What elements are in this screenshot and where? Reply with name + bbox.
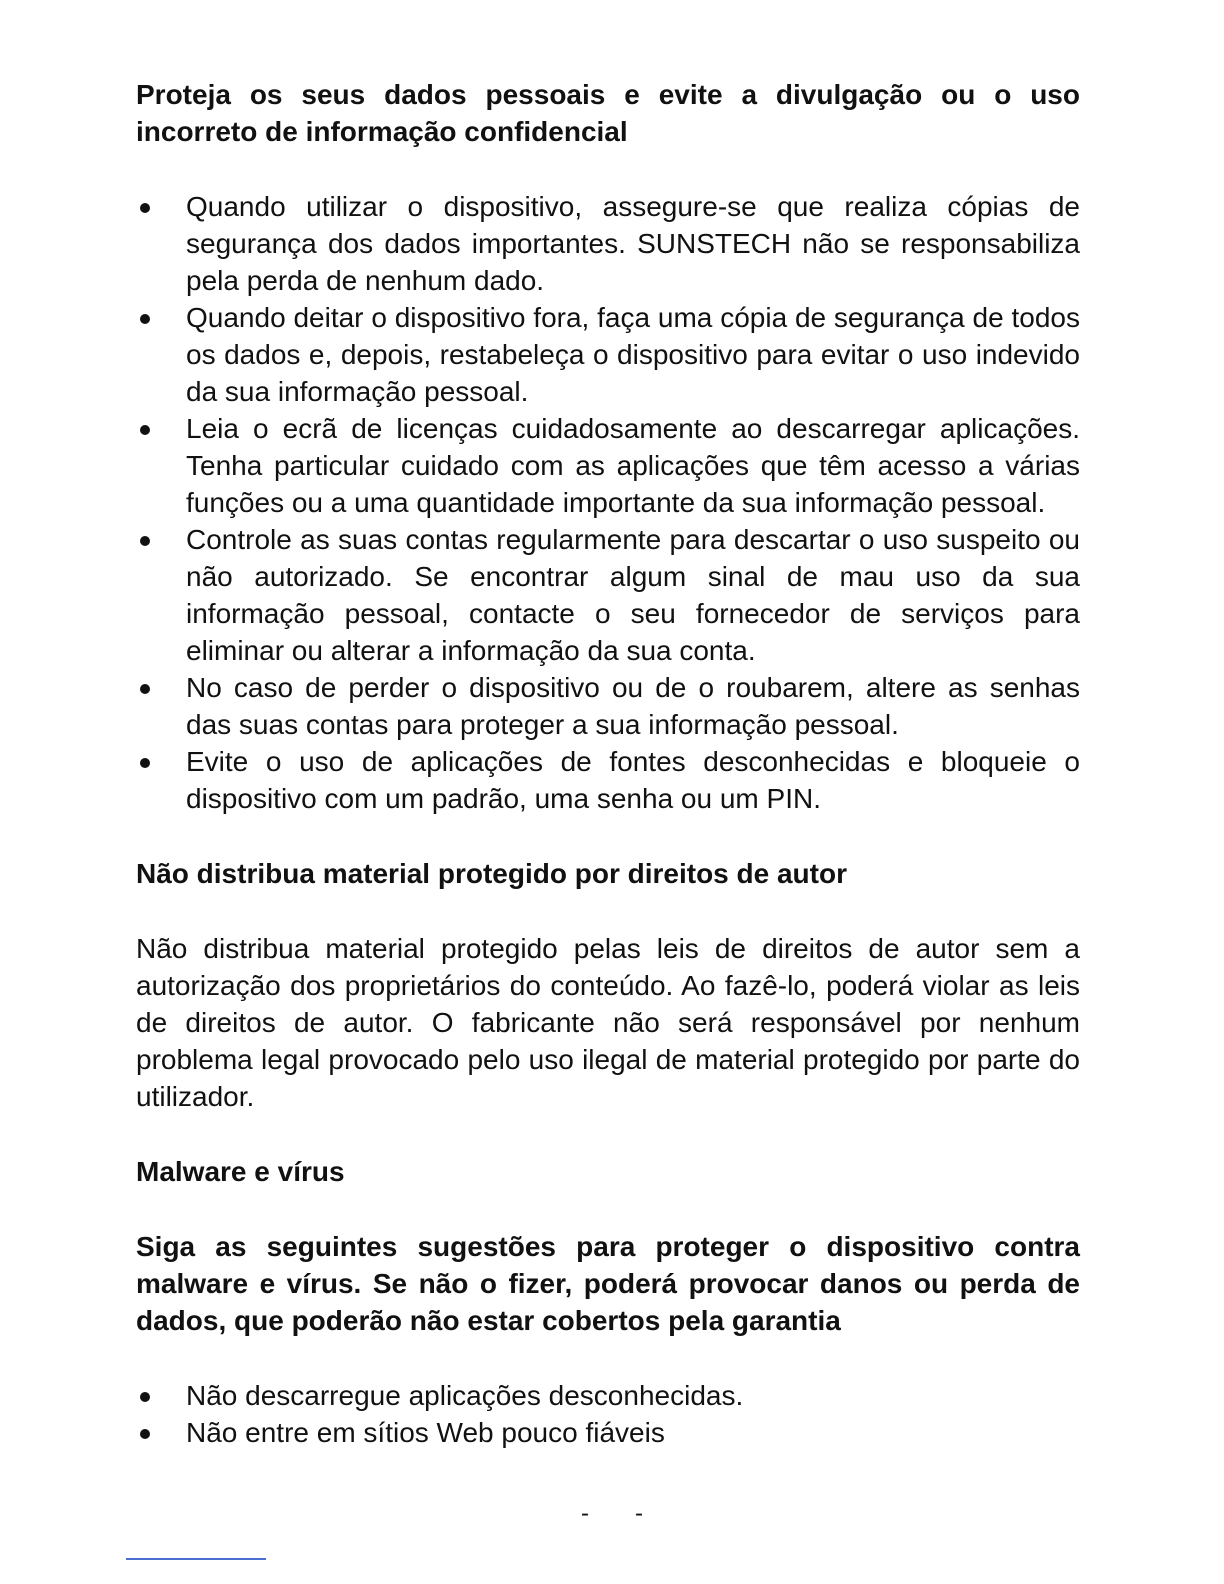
list-item <box>136 521 1080 669</box>
spacer <box>136 1190 1080 1228</box>
spacer <box>136 817 1080 855</box>
bullet-icon <box>140 314 150 324</box>
bullet-icon <box>140 684 150 694</box>
list-item <box>136 743 1080 817</box>
bullet-icon <box>140 1392 150 1402</box>
spacer <box>136 1115 1080 1153</box>
footer-dash-left: - <box>581 1500 589 1527</box>
bullet-icon <box>140 536 150 546</box>
copyright-heading: Não distribua material protegido por direitos de autor <box>136 858 847 889</box>
list-item-text: Quando utilizar o dispositivo, assegure-se que realiza cópias de segurança dos dados importantes. SUNSTECH não se responsabiliza pela perda de nenhum dado. <box>186 191 1080 296</box>
spacer <box>136 1339 1080 1377</box>
list-item <box>136 1377 1080 1414</box>
list-item <box>136 410 1080 521</box>
list-item-text: Leia o ecrã de licenças cuidadosamente ao descarregar aplicações. Tenha particular cuidado com as aplicações que têm acesso a várias funções ou a uma quantidade importante da sua informação pessoal. <box>186 413 1080 518</box>
bullet-icon <box>140 758 150 768</box>
malware-bullet-list <box>136 1377 1080 1451</box>
list-item-text: Evite o uso de aplicações de fontes desconhecidas e bloqueie o dispositivo com um padrão, uma senha ou um PIN. <box>186 746 1080 814</box>
malware-subheading: Siga as seguintes sugestões para proteger o dispositivo contra malware e vírus. Se não o fizer, poderá provocar danos ou perda de dados, que poderão não estar cobertos pela garantia <box>136 1231 1080 1336</box>
page-footer <box>0 1500 1224 1528</box>
spacer <box>136 150 1080 188</box>
footer-dash-right: - <box>635 1500 643 1527</box>
list-item-text: Não entre em sítios Web pouco fiáveis <box>186 1417 665 1448</box>
list-item <box>136 669 1080 743</box>
list-item <box>136 188 1080 299</box>
list-item <box>136 1414 1080 1451</box>
list-item-text: Controle as suas contas regularmente para descartar o uso suspeito ou não autorizado. Se encontrar algum sinal de mau uso da sua informação pessoal, contacte o seu fornecedor de serviços para eliminar ou alterar a informação da sua conta. <box>186 524 1080 666</box>
spacer <box>136 892 1080 930</box>
list-item-text: Não descarregue aplicações desconhecidas. <box>186 1380 744 1411</box>
malware-heading: Malware e vírus <box>136 1156 345 1187</box>
footnote-rule <box>126 1558 266 1560</box>
list-item-text: Quando deitar o dispositivo fora, faça uma cópia de segurança de todos os dados e, depois, restabeleça o dispositivo para evitar o uso indevido da sua informação pessoal. <box>186 302 1080 407</box>
privacy-heading: Proteja os seus dados pessoais e evite a divulgação ou o uso incorreto de informação confidencial <box>136 79 1080 147</box>
privacy-bullet-list <box>136 188 1080 817</box>
list-item-text: No caso de perder o dispositivo ou de o roubarem, altere as senhas das suas contas para proteger a sua informação pessoal. <box>186 672 1080 740</box>
copyright-paragraph: Não distribua material protegido pelas leis de direitos de autor sem a autorização dos proprietários do conteúdo. Ao fazê-lo, poderá violar as leis de direitos de autor. O fabricante não será responsável por nenhum problema legal provocado pelo uso ilegal de material protegido por parte do utilizador. <box>136 933 1080 1112</box>
list-item <box>136 299 1080 410</box>
document-page <box>136 76 1080 1451</box>
bullet-icon <box>140 1429 150 1439</box>
bullet-icon <box>140 425 150 435</box>
bullet-icon <box>140 203 150 213</box>
